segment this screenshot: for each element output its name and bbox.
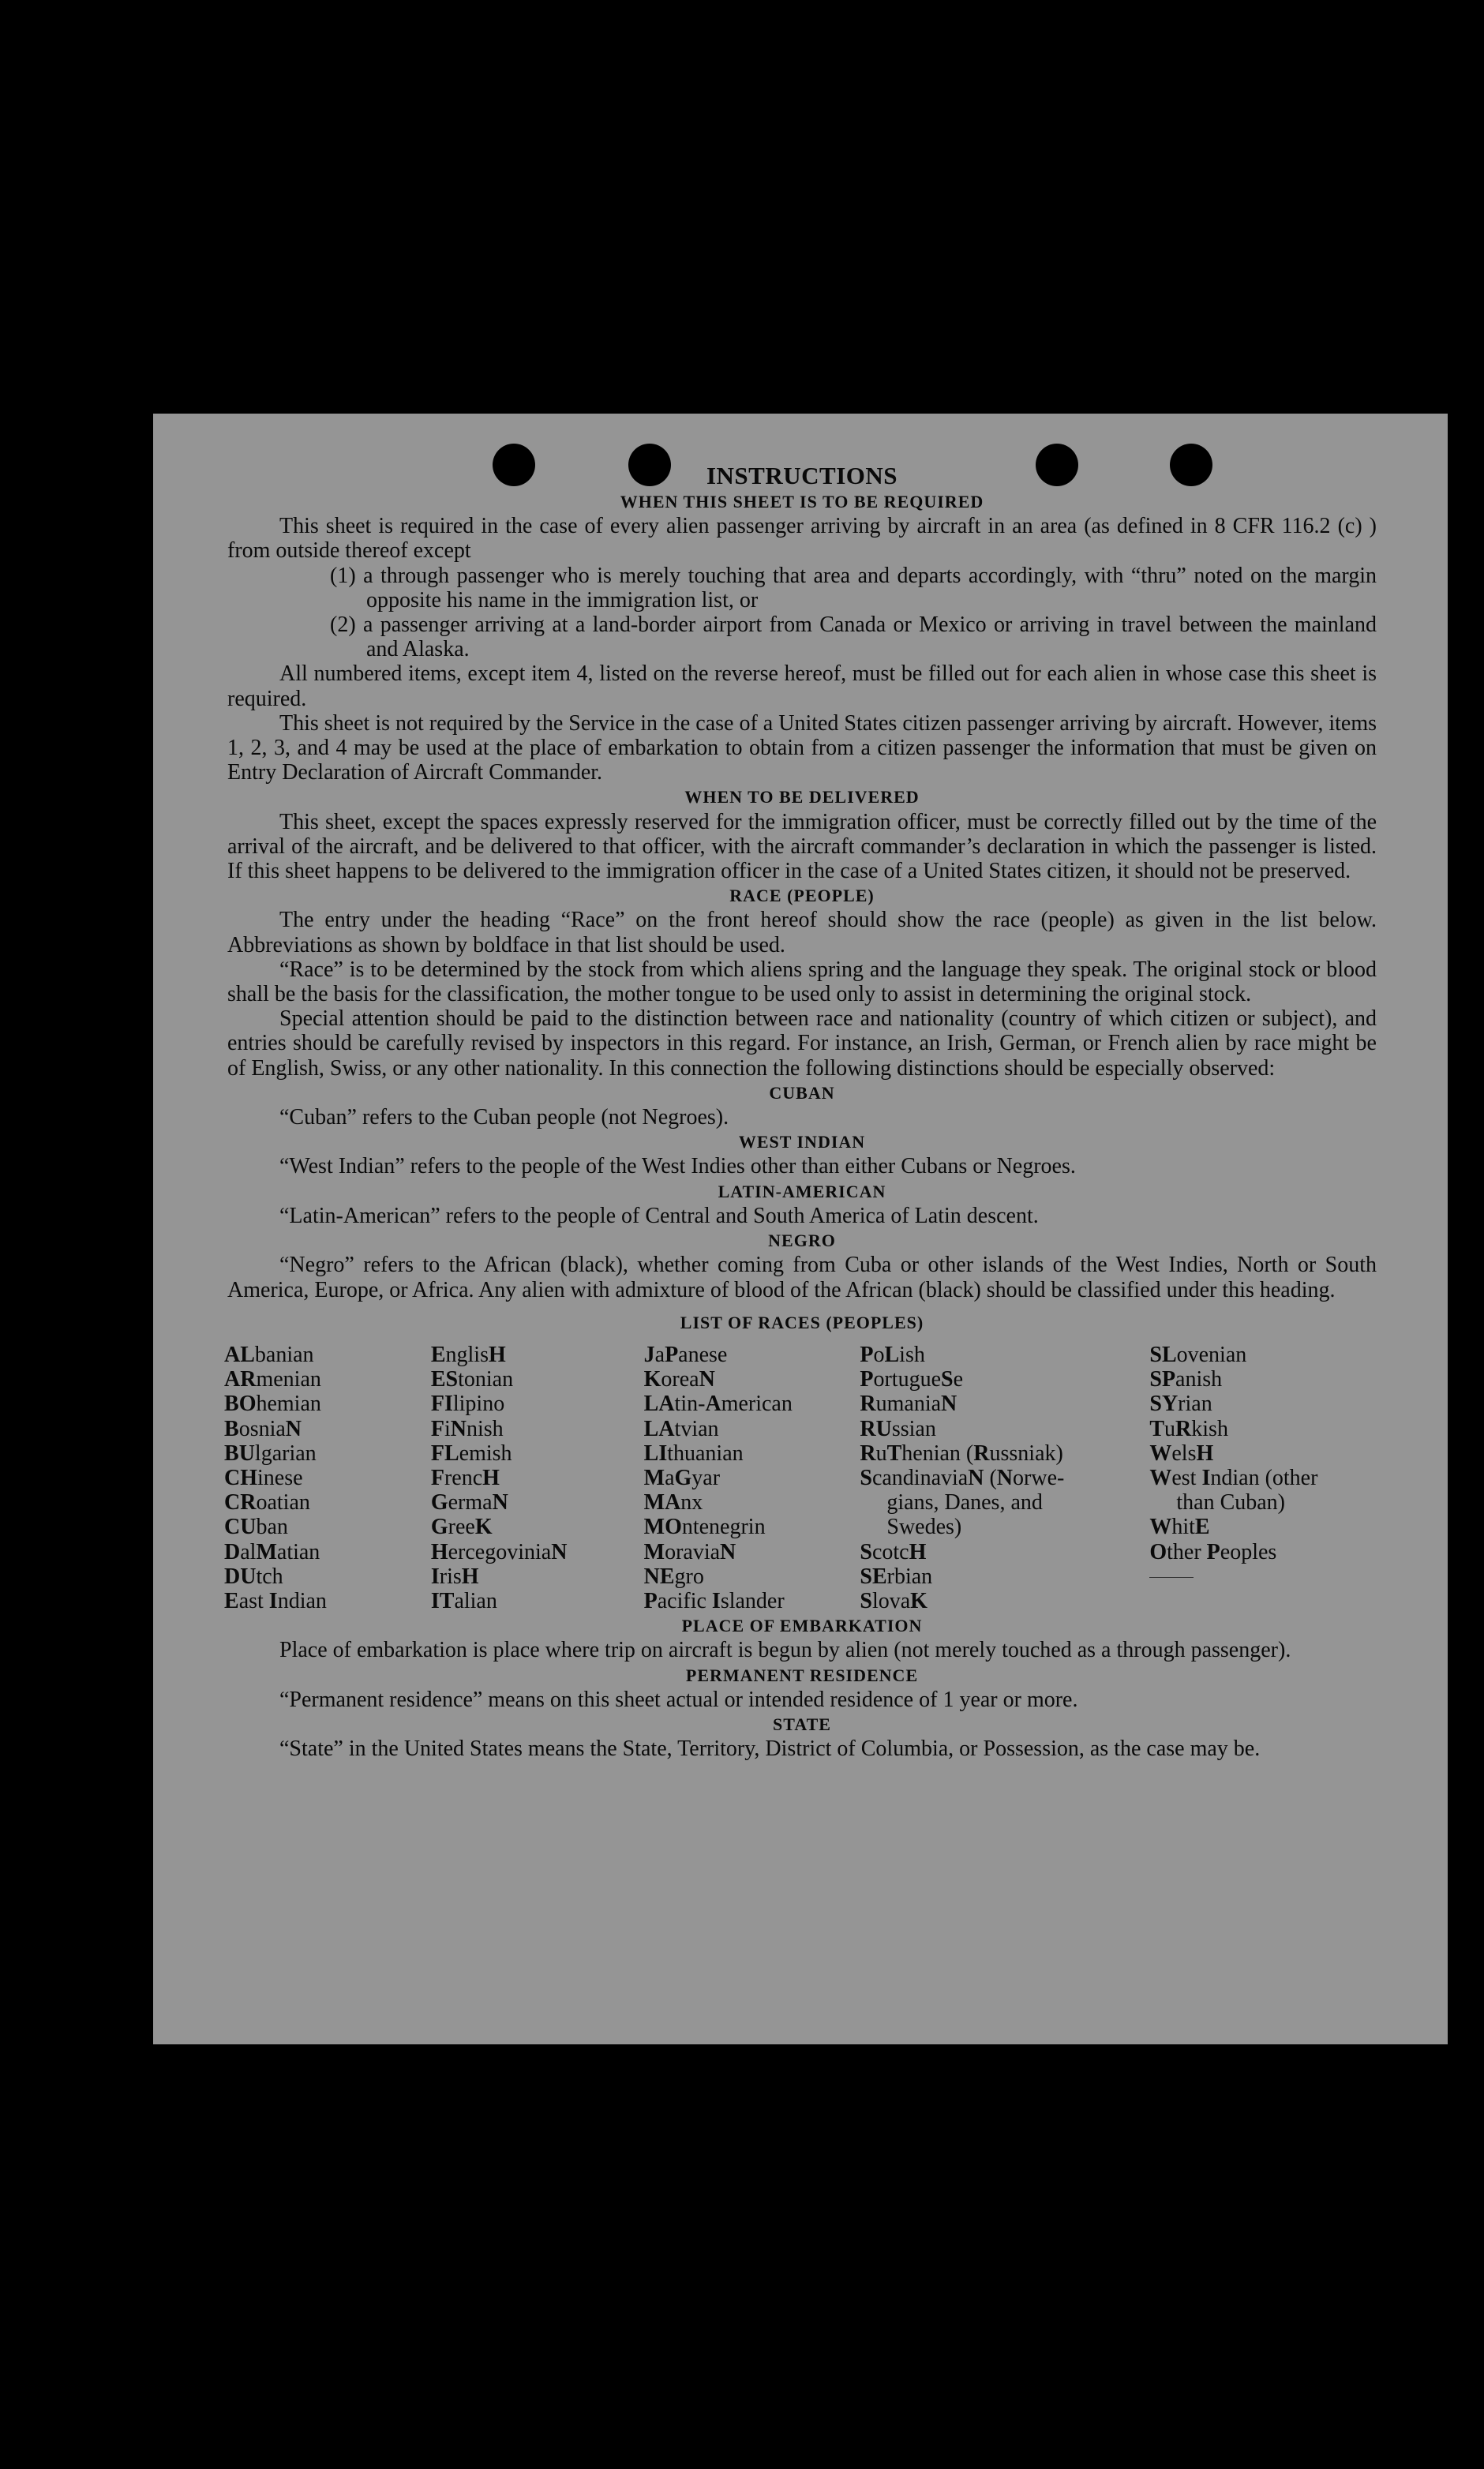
- paragraph-state: “State” in the United States means the State, Territory, District of Columbia, or Possession, as the case may be.: [279, 1737, 1261, 1762]
- heading-when-required: WHEN THIS SHEET IS TO BE REQUIRED: [620, 492, 984, 511]
- paragraph-west-indian: “West Indian” refers to the people of the West Indies other than either Cubans or Negroes.: [279, 1154, 1076, 1179]
- paragraph-negro: “Negro” refers to the African (black), whether coming from Cuba or other islands of the West Indies, North or South America, Europe, or Africa. Any alien with admixture of blood of the African (black) should be classified under this heading.: [227, 1253, 1377, 1302]
- race-entry: MaGyar: [643, 1465, 721, 1490]
- race-entry: East Indian: [224, 1588, 327, 1613]
- race-entry: RUssian: [860, 1416, 936, 1441]
- paragraph-race-3: Special attention should be paid to the distinction between race and nationality (country of which citizen or subject), and entries should be carefully revised by inspectors in this regard. For instance, an Irish, German, or French alien by race might be of English, Swiss, or any other nationality. In this connection the following distinctions should be especially observed:: [227, 1006, 1377, 1081]
- paragraph-intro: This sheet is required in the case of every alien passenger arriving by aircraft in an area (as defined in 8 CFR 116.2 (c) ) from outside thereof except: [227, 514, 1377, 564]
- race-entry: SLovenian: [1149, 1342, 1247, 1367]
- race-entry: MoraviaN: [643, 1539, 736, 1564]
- exception-item-1: (1) a through passenger who is merely touching that area and departs accordingly, with “thru” noted on the margin opposite his name in the immigration list, or: [330, 563, 1377, 613]
- race-entry: FLemish: [430, 1441, 512, 1466]
- race-entry: JaPanese: [643, 1342, 728, 1367]
- race-entry: LAtvian: [643, 1416, 719, 1441]
- race-entry: BosniaN: [224, 1416, 302, 1441]
- race-entry: TuRkish: [1149, 1416, 1228, 1441]
- heading-latin-american: LATIN-AMERICAN: [718, 1181, 886, 1201]
- race-entry: DUtch: [224, 1564, 283, 1589]
- race-entry: EnglisH: [430, 1342, 506, 1367]
- document-title: INSTRUCTIONS: [706, 462, 898, 489]
- instructions-body: [224, 462, 1377, 1762]
- race-entry: LIthuanian: [643, 1441, 744, 1466]
- race-entry: GreeK: [430, 1515, 493, 1540]
- race-entry: FiNnish: [430, 1416, 504, 1441]
- race-entry: WelsH: [1149, 1441, 1214, 1466]
- document-sheet: [153, 414, 1448, 2044]
- race-column-2: [431, 1343, 644, 1613]
- race-column-3: [644, 1343, 860, 1613]
- race-entry: CRoatian: [224, 1490, 310, 1515]
- race-entry: West Indian (other: [1149, 1465, 1318, 1490]
- paragraph-cuban: “Cuban” refers to the Cuban people (not Negroes).: [279, 1105, 729, 1130]
- heading-negro: NEGRO: [768, 1231, 836, 1251]
- heading-state: STATE: [773, 1714, 831, 1734]
- race-entry: IrisH: [430, 1564, 479, 1589]
- race-entry: ITalian: [430, 1588, 497, 1613]
- race-entry: GermaN: [430, 1490, 508, 1515]
- paragraph-race-2: “Race” is to be determined by the stock from which aliens spring and the language they speak. The original stock or blood shall be the basis for the classification, the mother tongue to be used only to assist in determining the original stock.: [227, 957, 1377, 1007]
- race-entry: FrencH: [430, 1465, 500, 1490]
- race-entry: DalMatian: [224, 1539, 320, 1564]
- race-entry-continued: than Cuban): [1176, 1490, 1285, 1515]
- race-entry: Other Peoples: [1149, 1539, 1277, 1564]
- race-entry: MOntenegrin: [643, 1515, 766, 1540]
- paragraph-latin-american: “Latin-American” refers to the people of Central and South America of Latin descent.: [279, 1203, 1039, 1228]
- race-entry: NEgro: [643, 1564, 704, 1589]
- race-entry: KoreaN: [643, 1367, 715, 1392]
- race-entry: PoLish: [860, 1342, 925, 1367]
- paragraph-race-1: The entry under the heading “Race” on the front hereof should show the race (people) as given in the list below. Abbreviations as shown by boldface in that list should be used.: [227, 908, 1377, 957]
- race-column-5: [1149, 1343, 1377, 1613]
- race-entry: FIlipino: [430, 1392, 505, 1417]
- race-entry: MAnx: [643, 1490, 703, 1515]
- heading-place-of-embarkation: PLACE OF EMBARKATION: [681, 1616, 923, 1636]
- race-entry: ALbanian: [224, 1342, 314, 1367]
- heading-list-of-races: LIST OF RACES (PEOPLES): [680, 1312, 924, 1332]
- race-entry: HercegoviniaN: [430, 1539, 568, 1564]
- race-entry: BUlgarian: [224, 1441, 317, 1466]
- race-entry: RuThenian (Russniak): [860, 1441, 1063, 1466]
- heading-cuban: CUBAN: [769, 1082, 835, 1103]
- heading-when-delivered: WHEN TO BE DELIVERED: [684, 787, 920, 807]
- race-entry: RumaniaN: [860, 1392, 957, 1417]
- race-column-1: [224, 1343, 431, 1613]
- heading-race: RACE (PEOPLE): [729, 886, 875, 906]
- race-entry: LAtin-American: [643, 1392, 793, 1417]
- paragraph-permanent-residence: “Permanent residence” means on this sheet actual or intended residence of 1 year or more.: [279, 1687, 1078, 1712]
- paragraph-numbered-items: All numbered items, except item 4, listed on the reverse hereof, must be filled out for each alien in whose case this sheet is required.: [227, 661, 1377, 711]
- race-entry: WhitE: [1149, 1515, 1210, 1540]
- race-list-table: [224, 1343, 1377, 1613]
- race-column-4: [860, 1343, 1149, 1613]
- heading-west-indian: WEST INDIAN: [738, 1132, 866, 1152]
- exception-item-2: (2) a passenger arriving at a land-border airport from Canada or Mexico or arriving in travel between the mainland and Alaska.: [330, 613, 1377, 662]
- race-entry: SErbian: [860, 1564, 933, 1589]
- divider-rule: [1149, 1577, 1194, 1578]
- heading-permanent-residence: PERMANENT RESIDENCE: [685, 1665, 919, 1685]
- race-entry: PortugueSe: [860, 1367, 964, 1392]
- race-entry: ARmenian: [224, 1367, 321, 1392]
- race-entry: CHinese: [224, 1465, 303, 1490]
- race-entry: ScotcH: [860, 1539, 927, 1564]
- paragraph-place-of-embarkation: Place of embarkation is place where trip on aircraft is begun by alien (not merely touched as a through passenger).: [279, 1638, 1291, 1663]
- race-entry: Pacific Islander: [643, 1588, 785, 1613]
- race-entry-continued: gians, Danes, and: [886, 1490, 1043, 1515]
- race-entry: SPanish: [1149, 1367, 1223, 1392]
- race-entry: ScandinaviaN (Norwe-: [860, 1465, 1065, 1490]
- paragraph-citizen: This sheet is not required by the Service in the case of a United States citizen passenger arriving by aircraft. However, items 1, 2, 3, and 4 may be used at the place of embarkation to obtain from a citizen passenger the information that must be given on Entry Declaration of Aircraft Commander.: [227, 710, 1377, 785]
- race-entry: SYrian: [1149, 1392, 1212, 1417]
- race-entry: BOhemian: [224, 1392, 321, 1417]
- paragraph-delivery: This sheet, except the spaces expressly reserved for the immigration officer, must be correctly filled out by the time of the arrival of the aircraft, and be delivered to that officer, with the aircraft commander’s declaration in which the passenger is listed. If this sheet happens to be delivered to the immigration officer in the case of a United States citizen, it should not be preserved.: [227, 809, 1377, 884]
- race-entry-continued: Swedes): [886, 1515, 962, 1540]
- race-entry: CUban: [224, 1515, 288, 1540]
- race-entry: SlovaK: [860, 1588, 928, 1613]
- race-entry: EStonian: [430, 1367, 514, 1392]
